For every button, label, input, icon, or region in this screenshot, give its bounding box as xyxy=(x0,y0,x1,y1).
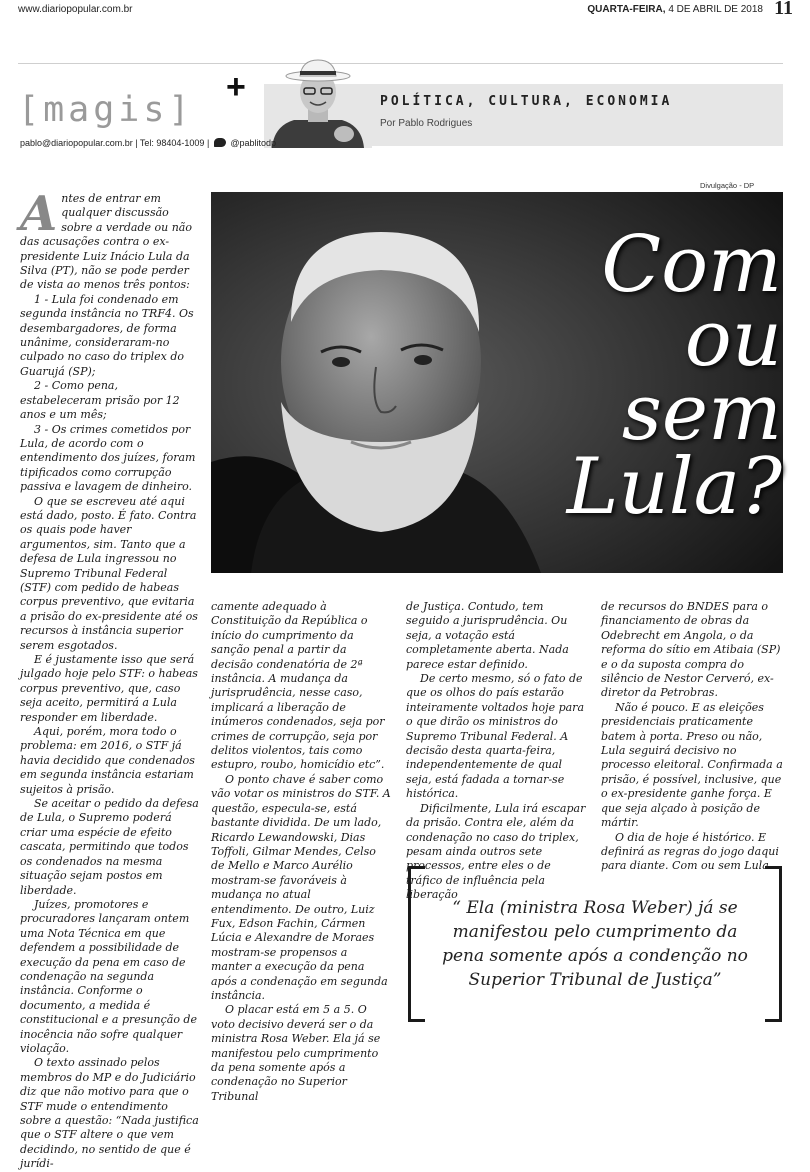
headline xyxy=(566,220,782,532)
article-paragraph: 2 - Como pena, estabeleceram prisão por 12 anos e um mês; xyxy=(20,379,180,422)
email-link[interactable]: pablo@diariopopular.com.br xyxy=(20,138,133,148)
page-header xyxy=(18,0,793,20)
quote-bracket-right xyxy=(765,866,782,1022)
headline-line-2: ou xyxy=(684,294,782,384)
article-paragraph: O placar está em 5 a 5. O voto decisivo deverá ser o da ministra Rosa Weber. Ela já se manifestou pelo cumprimento da pena somente após a condenação no Superior Tribunal xyxy=(211,1003,381,1103)
twitter-handle[interactable]: @pablitodp xyxy=(230,138,276,148)
phone: Tel: 98404-1009 xyxy=(139,138,205,148)
site-url[interactable]: www.diariopopular.com.br xyxy=(18,4,133,15)
dateline xyxy=(587,4,763,15)
headline-line-3: sem xyxy=(621,368,782,458)
column-sections: POLÍTICA, CULTURA, ECONOMIA xyxy=(380,94,673,109)
article-paragraph: E é justamente isso que será julgado hoje pelo STF: o habeas corpus preventivo, que, caso seja aceito, permitirá a Lula responder em liberdade. xyxy=(20,653,198,724)
contact-info: pablo@diariopopular.com.br | Tel: 98404-1009 | @pablitodp xyxy=(20,138,276,148)
article-paragraph: De certo mesmo, só o fato de que os olhos do país estarão inteiramente voltados hoje para o que dirão os ministros do Supremo Tribunal Federal. A decisão desta quarta-feira, independentemente de qual seja, está fadada a tornar-se histórica. xyxy=(406,672,584,801)
pull-quote-text: “ Ela (ministra Rosa Weber) já se manifestou pelo cumprimento da pena somente após a condenção no Superior Tribunal de Justiça” xyxy=(442,898,748,990)
date: 4 DE ABRIL DE 2018 xyxy=(668,4,763,15)
column-logo: [magis] xyxy=(18,90,194,130)
headline-line-1: Com xyxy=(601,220,782,310)
photo-credit: Divulgação - DP xyxy=(700,181,755,190)
weekday: QUARTA-FEIRA, xyxy=(587,4,666,15)
article-column-2 xyxy=(211,600,391,1104)
article-paragraph: Dificilmente, Lula irá escapar da prisão. Contra ele, além da condenação no caso do triplex, pesam ainda outros sete processos, entre eles o de tráfico de influência pela liberação xyxy=(406,801,586,902)
columnist-portrait xyxy=(264,56,372,148)
header-divider xyxy=(18,63,783,64)
article-paragraph: Juízes, promotores e procuradores lançaram ontem uma Nota Técnica em que defendem a possibilidade de execução da pena em caso de condenação na segunda instância. Conforme o documento, a medida é constitucional e a presunção de inocência não sofre qualquer violação. xyxy=(20,897,197,1055)
byline: Por Pablo Rodrigues xyxy=(380,118,473,129)
article-paragraph: O dia de hoje é histórico. E definirá as regras do jogo daqui para diante. Com ou sem Lula. xyxy=(601,830,779,873)
article-paragraph: O que se escreveu até aqui está dado, posto. É fato. Contra os quais pode haver argumentos, sim. Tanto que a defesa de Lula ingressou no Supremo Tribunal Federal (STF) com pedido de habeas corpus preventivo, que evitaria a prisão do ex-presidente até os recursos à instância superior serem esgotados. xyxy=(20,494,198,652)
twitter-icon xyxy=(214,138,226,147)
article-paragraph: Aqui, porém, mora todo o problema: em 2016, o STF já havia decidido que condenados em segunda instância estariam sujeitos à prisão. xyxy=(20,725,195,796)
page-number: 11 xyxy=(774,0,793,19)
article-paragraph: de Justiça. Contudo, tem seguido a jurisprudência. Ou seja, a votação está completamente aberta. Nada parece estar definido. xyxy=(406,600,569,671)
article-paragraph: 3 - Os crimes cometidos por Lula, de acordo com o entendimento dos juízes, foram tipificados como corrupção passiva e lavagem de dinheiro. xyxy=(20,422,196,494)
article-paragraph: Se aceitar o pedido da defesa de Lula, o Supremo poderá criar uma espécie de efeito cascata, permitindo que todos os condenados na mesma situação sejam postos em liberdade. xyxy=(20,797,199,897)
article-column-1 xyxy=(20,186,200,1172)
headline-line-4: Lula? xyxy=(566,442,782,532)
article-paragraph: O texto assinado pelos membros do MP e do Judiciário diz que não motivo para que o STF mude o entendimento sobre a questão: “Nada justifica que o STF altere o que vem decidindo, no sentido de que é jurídi- xyxy=(20,1056,199,1171)
article-paragraph: Antes de entrar em qualquer discussão sobre a verdade ou não das acusações contra o ex-presidente Luiz Inácio Lula da Silva (PT), não se pode perder de vista ao menos três pontos: xyxy=(20,186,192,292)
quote-bracket-left xyxy=(408,866,425,1022)
pull-quote xyxy=(408,866,782,1022)
drop-cap: A xyxy=(20,186,58,242)
article-column-4 xyxy=(601,600,783,874)
article-column-3 xyxy=(406,600,586,903)
article-paragraph: camente adequado à Constituição da República o início do cumprimento da sanção penal a partir da decisão condenatória de 2ª instância. A mudança da jurisprudência, nesse caso, implicará a liberação de inúmeros condenados, seja por crimes de corrupção, seja por delitos violentos, tais como estupro, roubo, homicídio etc”. xyxy=(211,600,385,772)
article-paragraph: 1 - Lula foi condenado em segunda instância no TRF4. Os desembargadores, de forma unânime, consideraram-no culpado no caso do triplex do Guarujá (SP); xyxy=(20,292,194,378)
article-paragraph: O ponto chave é saber como vão votar os ministros do STF. A questão, especula-se, está bastante dividida. De um lado, Ricardo Lewandowski, Dias Toffoli, Gilmar Mendes, Celso de Mello e Marco Aurélio mostram-se favoráveis à mudança no atual entendimento. De outro, Luiz Fux, Edson Fachin, Cármen Lúcia e Alexandre de Moraes mostram-se propensos a manter a execução da pena após a condenação em segunda instância. xyxy=(211,772,391,1002)
article-paragraph: Não é pouco. E as eleições presidenciais praticamente batem à porta. Preso ou não, Lula seguirá decisivo no processo eleitoral. Confirmada a prisão, é possível, inclusive, que o ex-presidente ganhe força. E que seja alçado à posição de mártir. xyxy=(601,700,783,830)
article-paragraph: de recursos do BNDES para o financiamento de obras da Odebrecht em Angola, o da reforma do sítio em Atibaia (SP) e o da suposta compra do silêncio de Nestor Cerveró, ex-diretor da Petrobras. xyxy=(601,600,781,700)
column-logo-plus: + xyxy=(226,68,246,106)
